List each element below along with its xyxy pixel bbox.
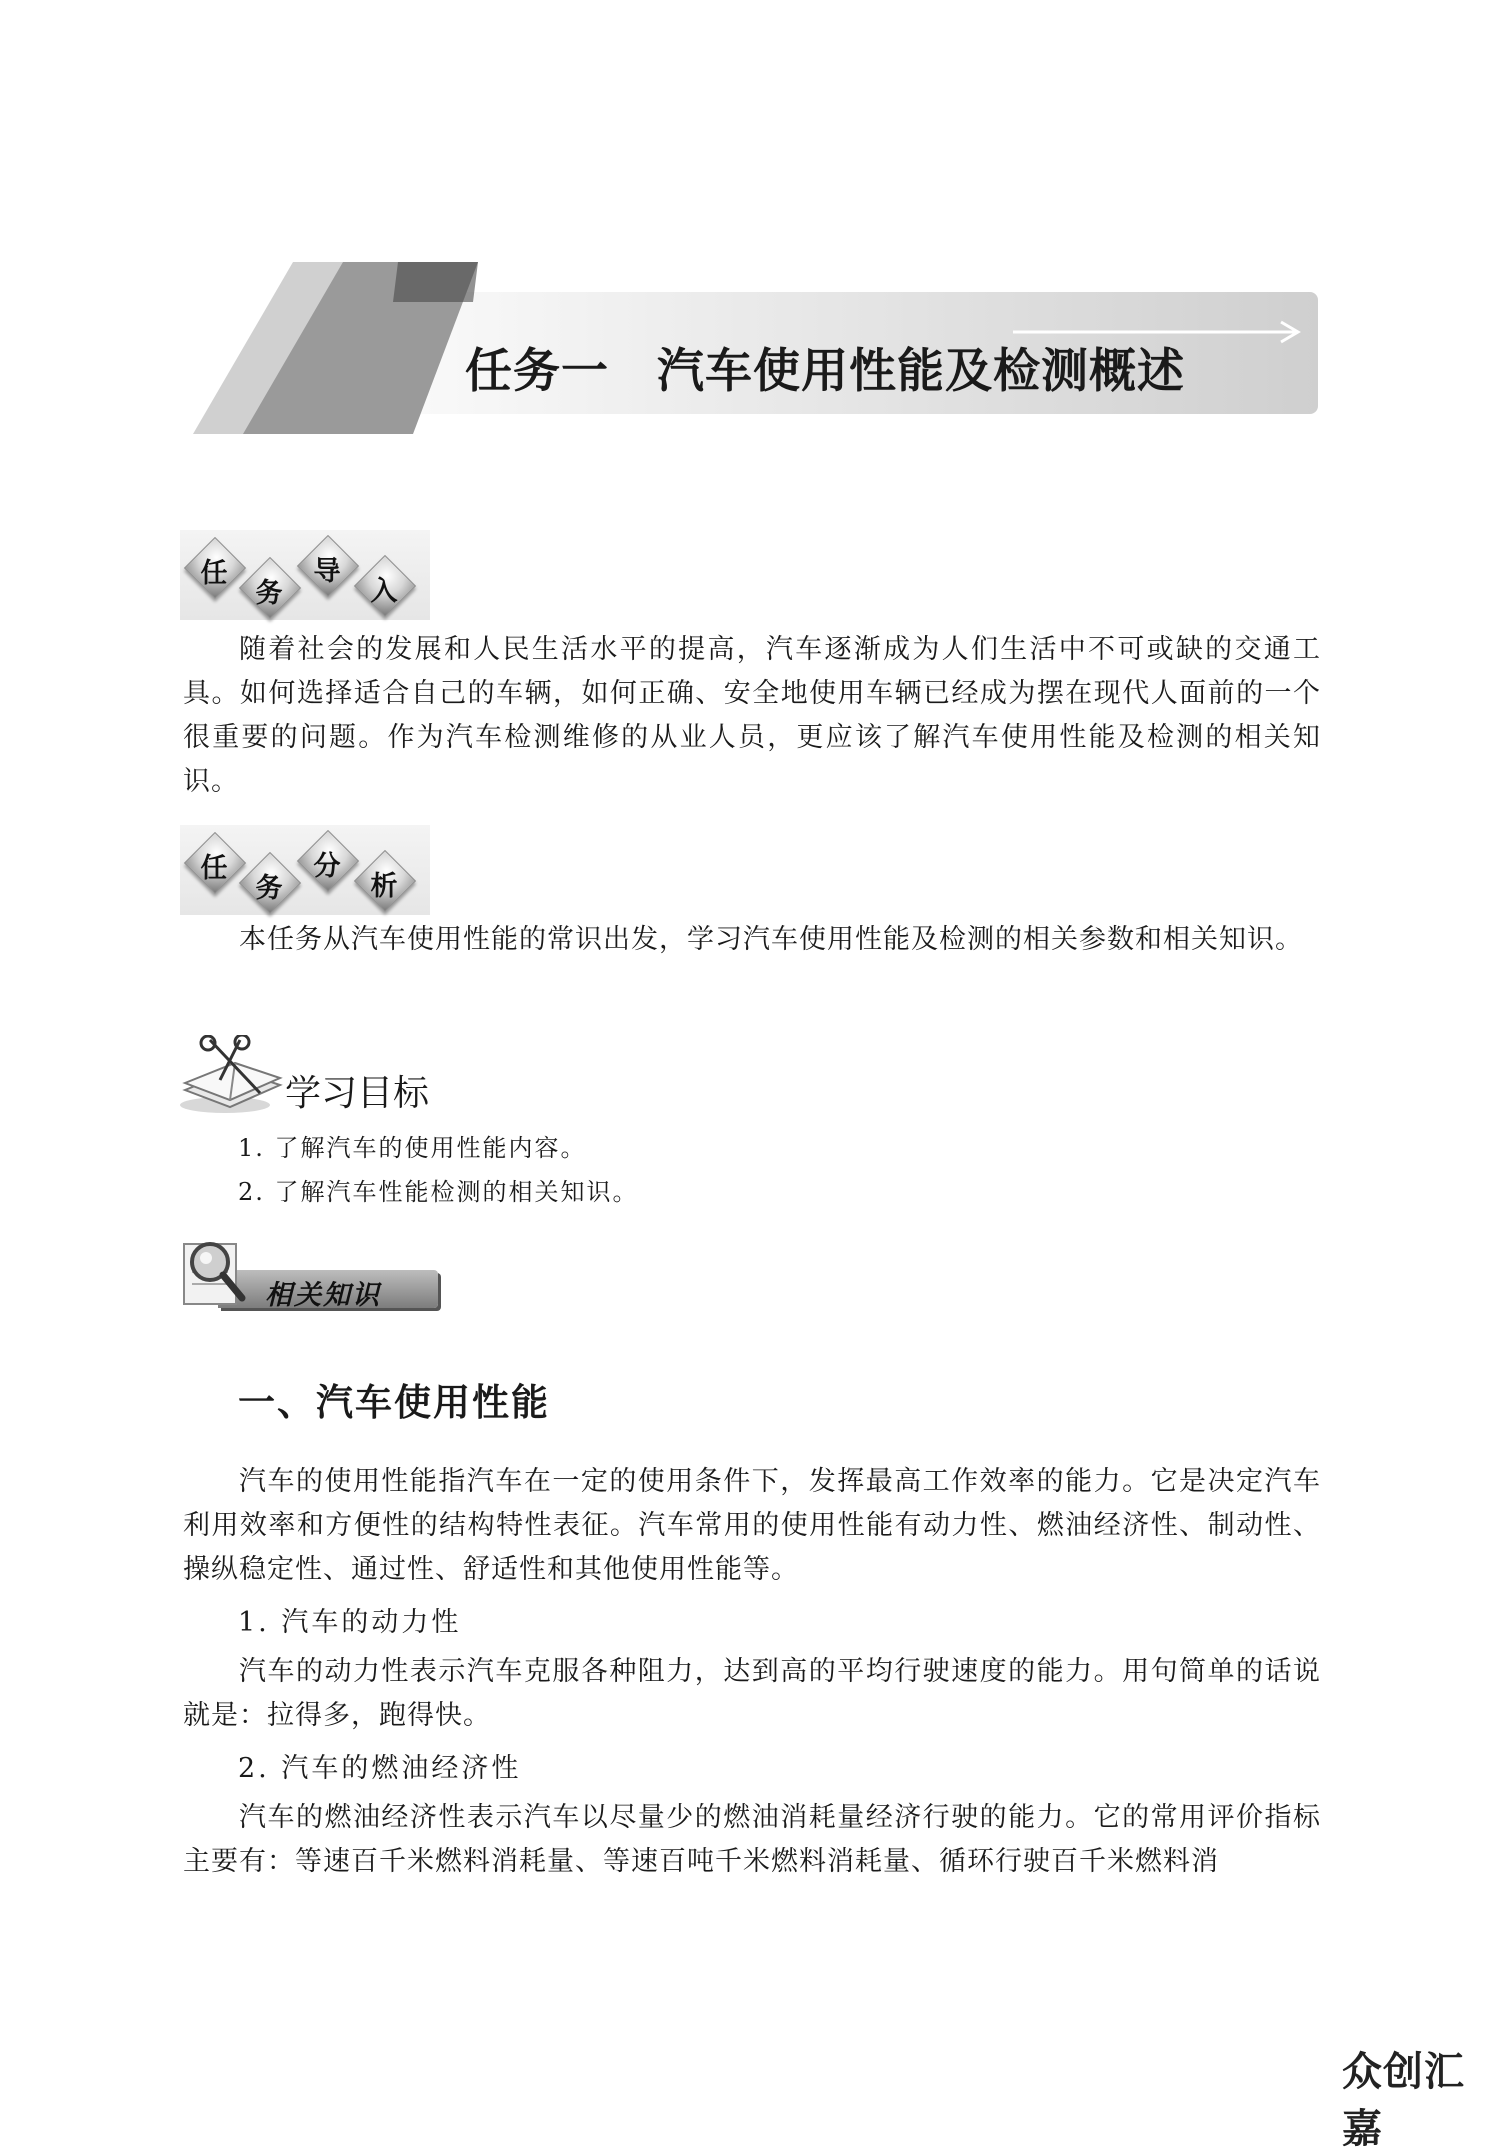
diamond-char: 入 [355, 556, 413, 614]
related-knowledge-header [180, 1230, 450, 1320]
diamond-char: 务 [240, 558, 298, 616]
title-banner [183, 262, 1318, 434]
task-intro-header [180, 530, 430, 620]
subsection-title: 2. 汽车的燃油经济性 [238, 1753, 522, 1784]
task-intro-text: 随着社会的发展和人民生活水平的提高，汽车逐渐成为人们生活中不可或缺的交通工具。如何选择适合自己的车辆，如何正确、安全地使用车辆已经成为摆在现代人面前的一个很重要的问题。作为汽车检测维修的从业人员，更应该了解汽车使用性能及检测的相关知识。 [183, 634, 1321, 797]
diamond-char: 析 [355, 851, 413, 909]
magnifier-icon [180, 1230, 260, 1320]
learning-goals-header [180, 1035, 480, 1115]
goal-item: 1. 了解汽车的使用性能内容。 [238, 1134, 587, 1162]
task-analysis-text: 本任务从汽车使用性能的常识出发，学习汽车使用性能及检测的相关参数和相关知识。 [239, 924, 1303, 955]
diamond-char: 务 [240, 853, 298, 911]
learning-goals-label: 学习目标 [285, 1073, 430, 1114]
section-title: 一、汽车使用性能 [238, 1381, 550, 1424]
page-title: 任务一 汽车使用性能及检测概述 [465, 344, 1185, 399]
diamond-char: 分 [298, 831, 356, 889]
related-knowledge-label: 相关知识 [265, 1280, 381, 1311]
section-intro-text: 汽车的使用性能指汽车在一定的使用条件下，发挥最高工作效率的能力。它是决定汽车利用效率和方便性的结构特性表征。汽车常用的使用性能有动力性、燃油经济性、制动性、操纵稳定性、通过性、舒适性和其他使用性能等。 [183, 1466, 1321, 1585]
subsection-text: 汽车的动力性表示汽车克服各种阻力，达到高的平均行驶速度的能力。用句简单的话说就是：拉得多，跑得快。 [183, 1656, 1321, 1731]
book-icon [180, 1035, 290, 1115]
task-analysis-header [180, 825, 430, 915]
subsection-text: 汽车的燃油经济性表示汽车以尽量少的燃油消耗量经济行驶的能力。它的常用评价指标主要有：等速百千米燃料消耗量、等速百吨千米燃料消耗量、循环行驶百千米燃料消 [183, 1802, 1321, 1877]
diamond-char: 导 [298, 536, 356, 594]
diamond-char: 任 [185, 538, 243, 596]
watermark-logo: 众创汇嘉 [1342, 2049, 1465, 2152]
diamond-char: 任 [185, 833, 243, 891]
subsection-title: 1. 汽车的动力性 [238, 1607, 462, 1638]
goal-item: 2. 了解汽车性能检测的相关知识。 [238, 1178, 639, 1206]
